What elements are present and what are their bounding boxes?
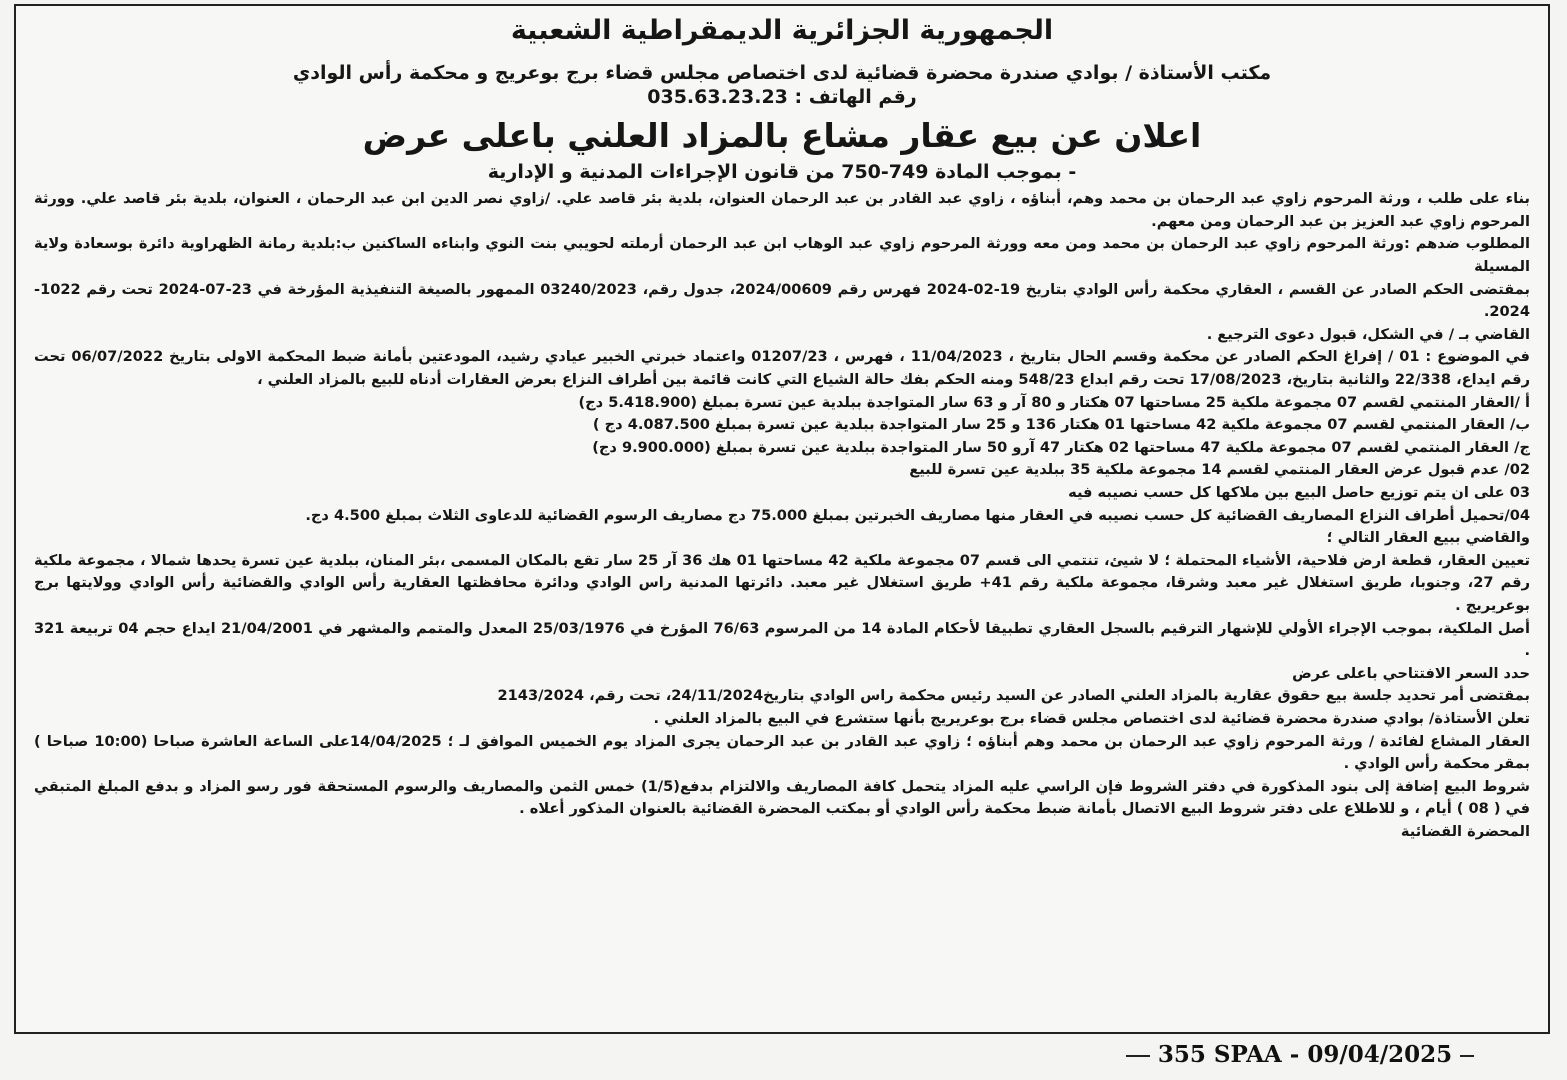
publication-reference: 355 SPAA - 09/04/2025: [1150, 1038, 1460, 1072]
paragraph-session-order: بمقتضى أمر تحديد جلسة بيع حقوق عقارية بالمزاد العلني الصادر عن السيد رئيس محكمة راس الوادي بتاريخ24/11/2024، تحت رقم، 2143/2024: [497, 687, 1530, 705]
paragraph-announcement: تعلن الأستاذة/ بوادي صندرة محضرة قضائية لدى اختصاص مجلس قضاء برج بوعريريج بأنها ستشرع في البيع بالمزاد العلني .: [653, 709, 1530, 727]
phone-line: رقم الهاتف : 035.63.23.23: [647, 85, 917, 108]
legal-article: - بموجب المادة 749-750 من قانون الإجراءات المدنية و الإدارية: [487, 160, 1077, 183]
signature-bailiff: المحضرة القضائية: [1400, 822, 1530, 840]
paragraph-auction-date: العقار المشاع لفائدة / ورثة المرحوم زاوي عبد الرحمان بن محمد وهم أبناؤه ؛ زاوي عبد القادر بن عبد الرحمان يجرى المزاد يوم الخميس الموافق لـ ؛ 14/04/2025على الساعة العاشرة صباحا (10:00 صباحا ) بمقر محكمة رأس الوادي .: [34, 732, 1530, 773]
notice-title: اعلان عن بيع عقار مشاع بالمزاد العلني باعلى عرض: [362, 116, 1202, 156]
paragraph-form: القاضي بـ / في الشكل، قبول دعوى الترجيع .: [1206, 325, 1530, 343]
paragraph-item-02: 02/ عدم قبول عرض العقار المنتمي لقسم 14 مجموعة ملكية 35 ببلدية عين تسرة للبيع: [909, 461, 1530, 479]
paragraph-ownership-origin: أصل الملكية، بموجب الإجراء الأولي للإشهار الترقيم بالسجل العقاري تطبيقا لأحكام المادة 14 من المرسوم 76/63 المؤرخ في 25/03/1976 المعدل والمتمم والمشهر في 21/04/2001 ايداع حجم 04 تربيعة 321 .: [34, 619, 1530, 660]
paragraph-sale-conditions: شروط البيع إضافة إلى بنود المذكورة في دفتر الشروط فإن الراسي عليه المزاد يتحمل كافة المصاريف والالتزام بدفع(1/5) خمس الثمن والمصاريف والرسوم المستحقة فور رسو المزاد و بدفع المبلغ المتبقي في ( 08 ) أيام ، و للاطلاع على دفتر شروط البيع الاتصال بأمانة ضبط محكمة رأس الوادي أو بمكتب المحضرة القضائية بالعنوان المذكور أعلاه .: [34, 777, 1531, 818]
paragraph-substance: في الموضوع : 01 / إفراغ الحكم الصادر عن محكمة وقسم الحال بتاريخ ، 11/04/2023 ، فهرس ، 01207/23 واعتماد خبرتي الخبير عيادي رشيد، المودعتين بأمانة ضبط المحكمة الاولى بتاريخ 06/07/2022 تحت رقم ايداع، 22/338 والثانية بتاريخ، 17/08/2023 تحت رقم ابداع 548/23 ومنه الحكم بفك حالة الشياع التي كانت قائمة بين أطراف النزاع بعرض العقارات أدناه للبيع بالمزاد العلني ،: [34, 348, 1530, 388]
paragraph-property-b: ب/ العقار المنتمي لقسم 07 مجموعة ملكية 42 مساحتها 01 هكتار 136 و 25 سار المتواجدة ببلدية عين تسرة بمبلغ 4.087.500 دج ): [592, 416, 1530, 434]
notice-body: [34, 188, 1530, 843]
paragraph-item-03: 03 على ان يتم توزيع حاصل البيع بين ملاكها كل حسب نصيبه فيه: [1068, 483, 1530, 501]
paragraph-property-description: تعيين العقار، قطعة ارض فلاحية، الأشياء المحتملة ؛ لا شيئ، تنتمي الى قسم 07 مجموعة ملكية 42 مساحتها 01 هك 36 آر 25 سار تقع بالمكان المسمى ،بئر المنان، ببلدية عين تسرة يحدها شمالا ، مجموعة ملكية رقم 27، وجنوبا، طريق استغلال غير معبد وشرقا، مجموعة ملكية رقم 41+ طريق استغلال غير معبد. دائرتها المدنية راس الوادي ودائرة محافظتها العقارية رأس الوادي والقضائية رأس الوادي وولايتها برج بوعريريج .: [34, 551, 1531, 614]
paragraph-item-04: 04/تحميل أطراف النزاع المصاريف القضائية كل حسب نصيبه في العقار منها مصاريف الخبرتين بمبلغ 75.000 دج مصاريف الرسوم القضائية للدعاوى الثلاث بمبلغ 4.500 دج.: [305, 506, 1530, 524]
republic-heading: الجمهورية الجزائرية الديمقراطية الشعبية: [510, 15, 1054, 46]
paragraph-opening-price: حدد السعر الافتتاحي باعلى عرض: [1292, 664, 1530, 682]
footer-rule-left: [1126, 1055, 1150, 1057]
paragraph-sale-decision: والقاضي ببيع العقار التالي ؛: [1326, 529, 1530, 547]
footer-rule-right: [1460, 1055, 1474, 1057]
paragraph-property-c: ج/ العقار المنتمي لقسم 07 مجموعة ملكية 47 مساحتها 02 هكتار 47 آرو 50 سار المتواجدة ببلدية عين تسرة بمبلغ (9.900.000 دج): [592, 438, 1530, 456]
paragraph-petitioners: بناء على طلب ، ورثة المرحوم زاوي عبد الرحمان بن محمد وهم، أبناؤه ، زاوي عبد القادر بن عبد الرحمان العنوان، بلدية بئر قاصد علي. /زاوي نصر الدين ابن عبد الرحمان ، العنوان، بلدية بئر قاصد علي. وورثة المرحوم زاوي عبد العزيز بن عبد الرحمان ومن معهم.: [34, 190, 1530, 230]
office-heading: مكتب الأستاذة / بوادي صندرة محضرة قضائية لدى اختصاص مجلس قضاء برج بوعريج و محكمة رأس الوادي: [292, 61, 1272, 84]
paragraph-defendants: المطلوب ضدهم :ورثة المرحوم زاوي عبد الرحمان بن محمد ومن معه وورثة المرحوم زاوي عبد الوهاب ابن عبد الرحمان أرملته لحويبي بنت النوي وابناءه الساكنين ب:بلدية رمانة الظهراوية دائرة بوسعادة ولاية المسيلة: [34, 235, 1530, 276]
legal-notice: [14, 4, 1550, 1034]
paragraph-property-a: أ /العقار المنتمي لقسم 07 مجموعة ملكية 25 مساحتها 07 هكتار و 80 آر و 63 سار المتواجدة ببلدية عين تسرة بمبلغ (5.418.900 دج): [578, 393, 1530, 411]
paragraph-judgment: بمقتضى الحكم الصادر عن القسم ، العقاري محكمة رأس الوادي بتاريخ 19-02-2024 فهرس رقم 2024/00609، جدول رقم، 03240/2023 الممهور بالصيغة التنفيذية المؤرخة في 23-07-2024 تحت رقم 1022-2024.: [34, 280, 1530, 321]
